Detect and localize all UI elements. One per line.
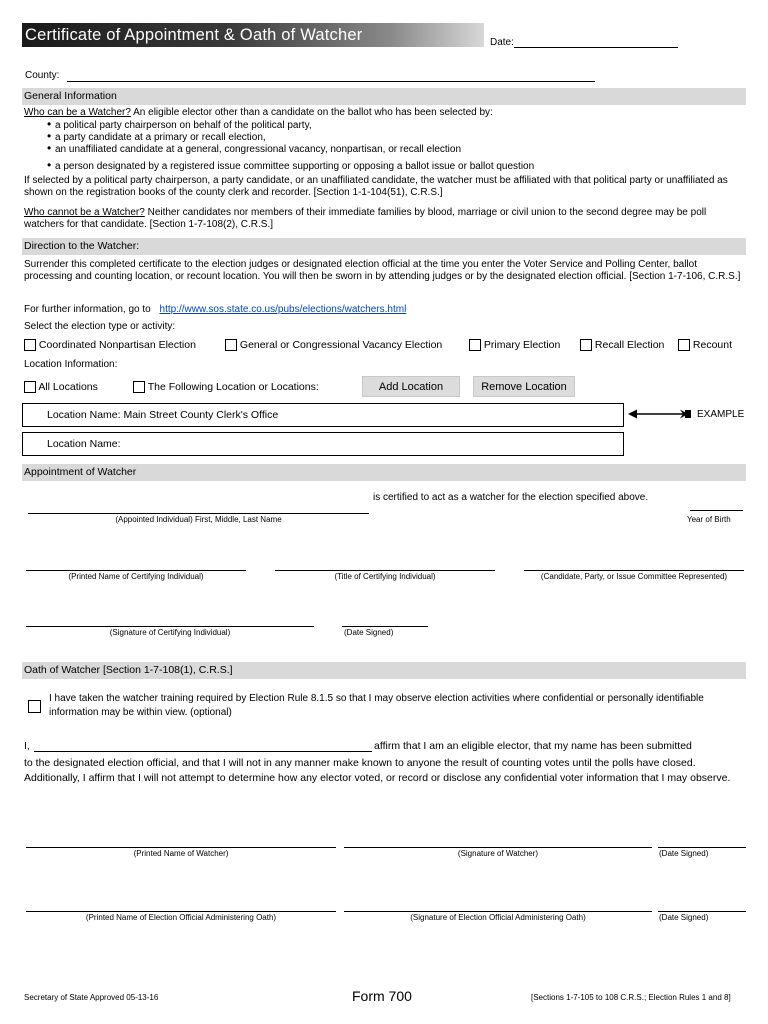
- signature-watcher-field[interactable]: [344, 847, 652, 848]
- county-label: County:: [25, 70, 60, 81]
- bullet-item: • a political party chairperson on behalf of the political party,: [55, 120, 312, 132]
- form-number: Form 700: [352, 988, 412, 1004]
- sections-note: [Sections 1-7-105 to 108 C.R.S.; Election Rules 1 and 8]: [531, 993, 731, 1002]
- county-field[interactable]: [67, 81, 595, 82]
- checkbox[interactable]: [133, 381, 145, 393]
- bullet-item: • a party candidate at a primary or recall election,: [55, 132, 266, 144]
- example-location-box: Location Name: Main Street County Clerk's Office: [22, 403, 624, 427]
- all-locations-option[interactable]: [24, 380, 98, 394]
- signature-certifying-caption: (Signature of Certifying Individual): [109, 628, 231, 637]
- bullet-item: • an unaffiliated candidate at a general, congressional vacancy, nonpartisan, or recall election: [55, 144, 461, 156]
- checkbox[interactable]: [24, 339, 36, 351]
- affirm-rest: to the designated election official, and that I will not in any manner make known to anyone the result of counting votes until the polls have closed. Additionally, I affirm that I will not attempt to determine how any elector voted, or record or disclose any confidential voter information that I may observe.: [24, 757, 731, 784]
- date-label: Date:: [490, 37, 514, 48]
- title-certifying-field[interactable]: [275, 570, 495, 571]
- election-type-recall[interactable]: [580, 338, 664, 352]
- watcher-date-field[interactable]: [658, 847, 746, 848]
- further-info: [24, 304, 406, 316]
- arrow-left-icon: [628, 407, 694, 421]
- title-certifying-caption: (Title of Certifying Individual): [334, 572, 436, 581]
- election-type-coordinated[interactable]: [24, 338, 196, 352]
- watchers-link[interactable]: http://www.sos.state.co.us/pubs/elections/watchers.html: [159, 304, 407, 315]
- form-title: Certificate of Appointment & Oath of Watcher: [22, 23, 484, 47]
- further-info-text: For further information, go to: [24, 304, 151, 315]
- bullet-item: • a person designated by a registered issue committee supporting or opposing a ballot issue or ballot question: [55, 161, 534, 173]
- represented-field[interactable]: [524, 570, 744, 571]
- date-field[interactable]: [514, 47, 678, 48]
- example-label: EXAMPLE: [697, 409, 745, 420]
- who-cannot-paragraph: [24, 207, 746, 231]
- checkbox-label: The Following Location or Locations:: [147, 381, 319, 393]
- affirm-prefix: I,: [24, 740, 30, 752]
- official-date-caption: (Date Signed): [659, 913, 709, 922]
- appointed-name-field[interactable]: [28, 513, 369, 514]
- printed-watcher-field[interactable]: [26, 847, 336, 848]
- appointment-heading: Appointment of Watcher: [22, 464, 746, 481]
- certified-text: is certified to act as a watcher for the election specified above.: [373, 492, 649, 503]
- direction-heading: Direction to the Watcher:: [22, 238, 746, 255]
- signature-certifying-field[interactable]: [26, 626, 314, 627]
- official-date-field[interactable]: [658, 911, 746, 912]
- general-info-heading: General Information: [22, 88, 746, 105]
- signature-watcher-caption: (Signature of Watcher): [457, 849, 539, 858]
- direction-text: Surrender this completed certificate to the election judges or designated election official at the time you enter the Voter Service and Polling Center, ballot processing and counting location, or recount location. You will then be sworn in by attending judges or by the designated election official. [Section 1-7-106, C.R.S.]: [24, 259, 741, 282]
- affiliation-text: If selected by a political party chairperson, a party candidate, or an unaffiliated candidate, the watcher must be affiliated with that political party or unaffiliated as shown on the registration books of the county clerk and recorder. [Section 1-1-104(51), C.R.S.]: [24, 175, 728, 198]
- select-prompt: Select the election type or activity:: [24, 321, 176, 332]
- election-type-general[interactable]: [225, 338, 442, 352]
- remove-location-button[interactable]: Remove Location: [473, 376, 575, 397]
- checkbox[interactable]: [580, 339, 592, 351]
- printed-official-caption: (Printed Name of Election Official Administering Oath): [85, 913, 277, 922]
- printed-certifying-field[interactable]: [26, 570, 246, 571]
- printed-official-field[interactable]: [26, 911, 336, 912]
- checkbox-label: Recall Election: [594, 339, 665, 351]
- watcher-name-field[interactable]: [34, 751, 372, 752]
- checkbox[interactable]: [24, 381, 36, 393]
- training-text: I have taken the watcher training required by Election Rule 8.1.5 so that I may observe election activities where confidential or personally identifiable information may be within view. (optional): [49, 693, 704, 718]
- checkbox-label: General or Congressional Vacancy Election: [239, 339, 443, 351]
- represented-caption: (Candidate, Party, or Issue Committee Represented): [540, 572, 728, 581]
- who-cannot-label: Who cannot be a Watcher?: [24, 207, 145, 218]
- affirm-text: affirm that I am an eligible elector, that my name has been submitted: [374, 740, 692, 752]
- date-signed-caption: (Date Signed): [344, 628, 394, 637]
- checkbox-label: Primary Election: [483, 339, 561, 351]
- checkbox[interactable]: [225, 339, 237, 351]
- checkbox[interactable]: [678, 339, 690, 351]
- who-can-text: An eligible elector other than a candidate on the ballot who has been selected by:: [130, 107, 493, 118]
- signature-official-field[interactable]: [344, 911, 652, 912]
- checkbox-label: Recount: [692, 339, 733, 351]
- year-of-birth-field[interactable]: [690, 510, 743, 511]
- year-caption: Year of Birth: [687, 515, 731, 524]
- checkbox[interactable]: [469, 339, 481, 351]
- printed-certifying-caption: (Printed Name of Certifying Individual): [68, 572, 204, 581]
- checkbox-label: All Locations: [38, 381, 98, 393]
- add-location-button[interactable]: Add Location: [362, 376, 460, 397]
- following-locations-option[interactable]: [133, 380, 319, 394]
- printed-watcher-caption: (Printed Name of Watcher): [133, 849, 229, 858]
- watcher-date-caption: (Date Signed): [659, 849, 709, 858]
- who-can-paragraph: [24, 107, 744, 119]
- training-checkbox[interactable]: [28, 700, 41, 713]
- appointed-caption: (Appointed Individual) First, Middle, Last Name: [115, 515, 282, 524]
- location-name-field[interactable]: Location Name:: [22, 432, 624, 456]
- election-type-primary[interactable]: [469, 338, 560, 352]
- oath-heading: Oath of Watcher [Section 1-7-108(1), C.R.S.]: [22, 662, 746, 679]
- who-can-label: Who can be a Watcher?: [24, 107, 131, 118]
- approval-note: Secretary of State Approved 05-13-16: [24, 993, 159, 1002]
- election-type-recount[interactable]: [678, 338, 732, 352]
- date-signed-field[interactable]: [342, 626, 428, 627]
- location-info-label: Location Information:: [24, 359, 118, 370]
- checkbox-label: Coordinated Nonpartisan Election: [38, 339, 196, 351]
- who-cannot-text: Neither candidates nor members of their immediate families by blood, marriage or civil union to the second degree may be poll watchers for that candidate. [Section 1-7-108(2), C.R.S.]: [24, 207, 707, 230]
- signature-official-caption: (Signature of Election Official Administering Oath): [410, 913, 586, 922]
